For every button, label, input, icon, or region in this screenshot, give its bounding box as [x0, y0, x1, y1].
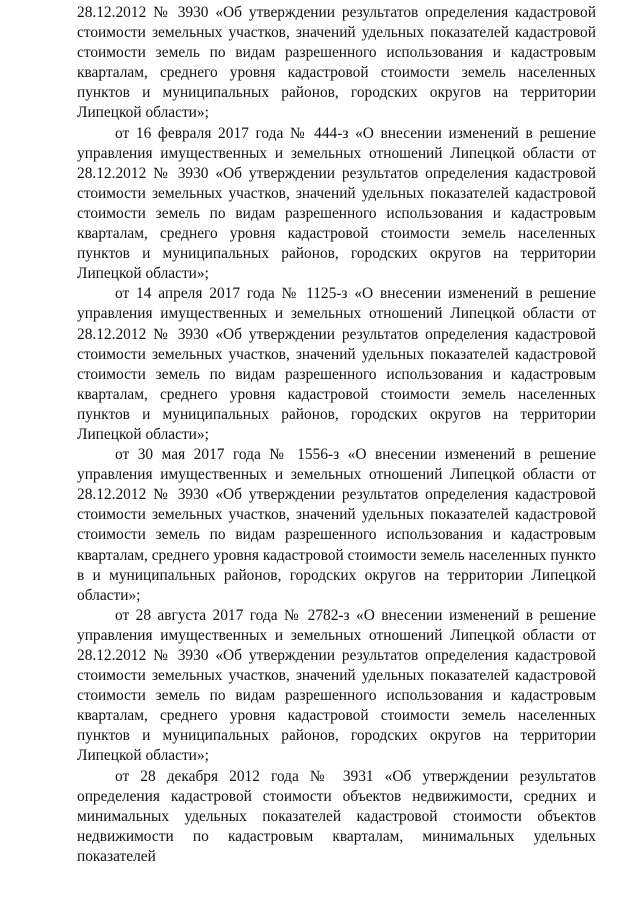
- paragraph-decision-1125-z: от 14 апреля 2017 года № 1125-з «О внесении изменений в решение управления имущественных и земельных отношений Липецкой области от 28.12.2012 № 3930 «Об утверждении результатов определения кадастровой стоимости земельных участков, значений удельных показателей кадастровой стоимости земель по видам разрешенного использования и кадастровым кварталам, среднего уровня кадастровой стоимости земель населенных пунктов и муниципальных районов, городских округов на территории Липецкой области»;: [77, 285, 596, 443]
- paragraph-decision-3930-continuation: 28.12.2012 № 3930 «Об утверждении результатов определения кадастровой стоимости земельных участков, значений удельных показателей кадастровой стоимости земель по видам разрешенного использования и кадастровым кварталам, среднего уровня кадастровой стоимости земель населенных пунктов и муниципальных районов, городских округов на территории Липецкой области»;: [77, 4, 596, 122]
- paragraph-decision-444-z: от 16 февраля 2017 года № 444-з «О внесении изменений в решение управления имущественных и земельных отношений Липецкой области от 28.12.2012 № 3930 «Об утверждении результатов определения кадастровой стоимости земельных участков, значений удельных показателей кадастровой стоимости земель по видам разрешенного использования и кадастровым кварталам, среднего уровня кадастровой стоимости земель населенных пунктов и муниципальных районов, городских округов на территории Липецкой области»;: [77, 124, 596, 283]
- paragraph-decision-1556-z: от 30 мая 2017 года № 1556-з «О внесении изменений в решение управления имущественных и земельных отношений Липецкой области от 28.12.2012 № 3930 «Об утверждении результатов определения кадастровой стоимости земельных участков, значений удельных показателей кадастровой стоимости земель по видам разрешенного использования и кадастровым кварталам, среднего уровня кадастровой стоимости земель населенных пункто в и муниципальных районов, городских округов на территории Липецкой области»;: [77, 446, 596, 604]
- document-body: [77, 3, 596, 867]
- paragraph-decision-2782-z: от 28 августа 2017 года № 2782-з «О внесении изменений в решение управления имущественных и земельных отношений Липецкой области от 28.12.2012 № 3930 «Об утверждении результатов определения кадастровой стоимости земельных участков, значений удельных показателей кадастровой стоимости земель по видам разрешенного использования и кадастровым кварталам, среднего уровня кадастровой стоимости земель населенных пунктов и муниципальных районов, городских округов на территории Липецкой области»;: [77, 606, 596, 765]
- paragraph-decision-3931: от 28 декабря 2012 года № 3931 «Об утверждении результатов определения кадастровой стоимости объектов недвижимости, средних и минимальных удельных показателей кадастровой стоимости объектов недвижимости по кадастровым кварталам, минимальных удельных показателей: [77, 767, 596, 865]
